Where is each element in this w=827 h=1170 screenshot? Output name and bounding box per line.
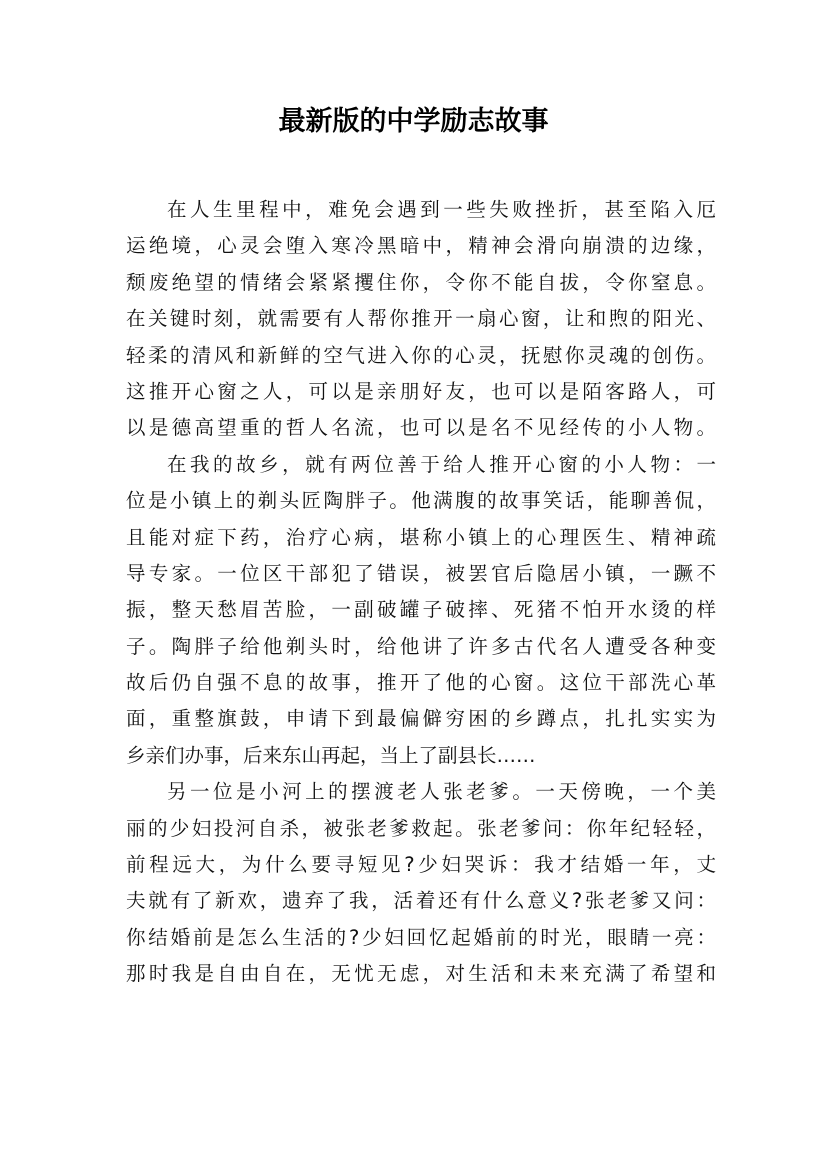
text-line: 轻柔的清风和新鲜的空气进入你的心灵，抚慰你灵魂的创伤。 xyxy=(126,343,716,367)
text-line: 另一位是小河上的摆渡老人张老爹。一天傍晚，一个美 xyxy=(167,780,716,804)
page-title: 最新版的中学励志故事 xyxy=(278,106,549,137)
text-line: 夫就有了新欢，遗弃了我，活着还有什么意义?张老爹又问： xyxy=(126,889,716,913)
text-line: 子。陶胖子给他剃头时，给他讲了许多古代名人遭受各种变 xyxy=(126,634,716,658)
text-line: 位是小镇上的剃头匠陶胖子。他满腹的故事笑话，能聊善侃， xyxy=(126,489,716,513)
text-line: 在人生里程中，难免会遇到一些失败挫折，甚至陷入厄 xyxy=(167,198,716,221)
text-line: 且能对症下药，治疗心病，堪称小镇上的心理医生、精神疏 xyxy=(126,525,716,549)
text-line: 面，重整旗鼓，申请下到最偏僻穷困的乡蹲点，扎扎实实为 xyxy=(126,707,716,731)
text-line: 丽的少妇投河自杀，被张老爹救起。张老爹问：你年纪轻轻， xyxy=(126,816,716,840)
text-line: 在我的故乡，就有两位善于给人推开心窗的小人物：一 xyxy=(167,452,716,476)
text-line: 这推开心窗之人，可以是亲朋好友，也可以是陌客路人，可 xyxy=(126,379,716,403)
text-line: 故后仍自强不息的故事，推开了他的心窗。这位干部洗心革 xyxy=(126,671,716,695)
text-line: 颓废绝望的情绪会紧紧攫住你，令你不能自拔，令你窒息。 xyxy=(126,270,716,294)
text-line: 以是德高望重的哲人名流，也可以是名不见经传的小人物。 xyxy=(126,416,716,440)
text-line: 振，整天愁眉苦脸，一副破罐子破摔、死猪不怕开水烫的样 xyxy=(126,598,716,622)
text-line: 你结婚前是怎么生活的?少妇回忆起婚前的时光，眼睛一亮： xyxy=(126,925,716,949)
text-line: 运绝境，心灵会堕入寒冷黑暗中，精神会滑向崩溃的边缘， xyxy=(126,234,716,258)
text-line: 在关键时刻，就需要有人帮你推开一扇心窗，让和煦的阳光、 xyxy=(126,307,716,331)
article-body xyxy=(126,192,716,993)
text-line: 乡亲们办事，后来东山再起，当上了副县长…… xyxy=(126,743,536,767)
text-line: 前程远大，为什么要寻短见?少妇哭诉：我才结婚一年，丈 xyxy=(126,853,716,877)
text-line: 导专家。一位区干部犯了错误，被罢官后隐居小镇，一蹶不 xyxy=(126,561,716,585)
text-line: 那时我是自由自在，无忧无虑，对生活和未来充满了希望和 xyxy=(126,962,716,986)
